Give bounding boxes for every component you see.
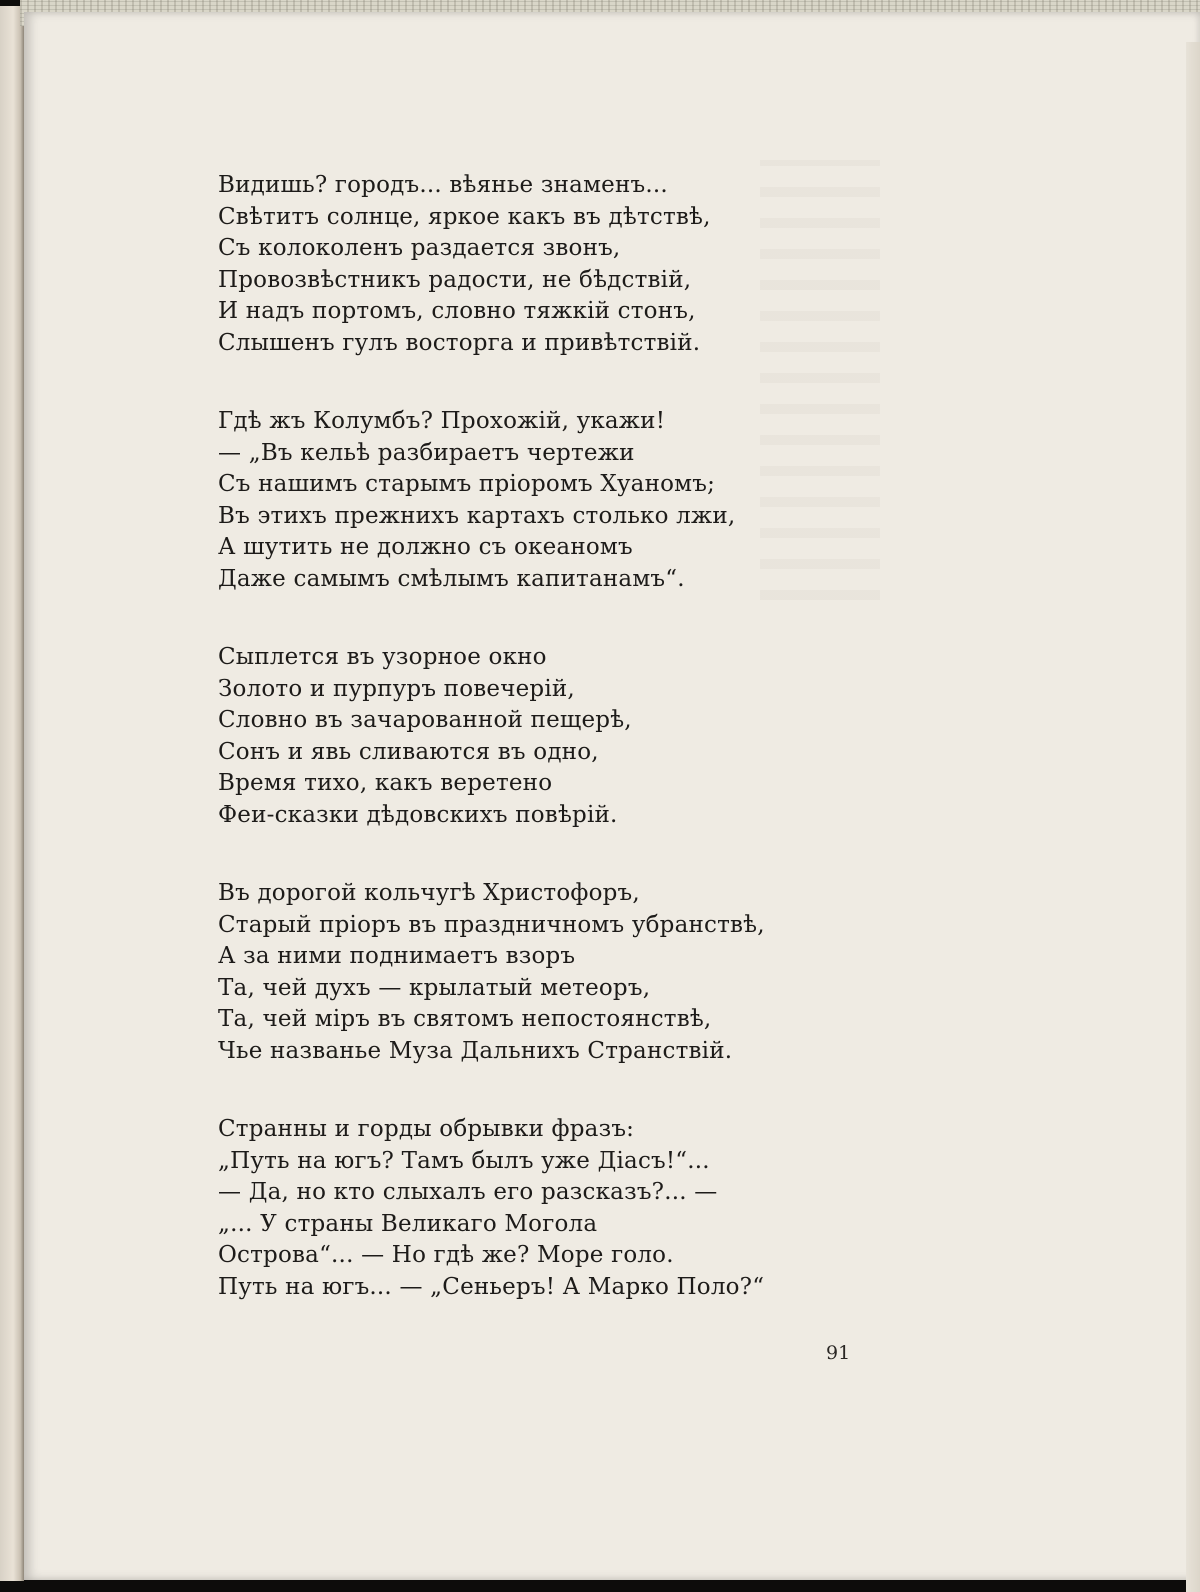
stanza-2 <box>218 406 878 595</box>
poem-line: Сыплется въ узорное окно <box>218 644 547 670</box>
poem-line: Видишь? городъ... вѣянье знаменъ... <box>218 172 668 198</box>
poem-line: Сонъ и явь сливаются въ одно, <box>218 738 599 765</box>
poem-line: Та, чей міръ въ святомъ непостоянствѣ, <box>218 1006 712 1032</box>
poem-line: Въ дорогой кольчугѣ Христофоръ, <box>218 880 640 906</box>
poem-line: Съ колоколенъ раздается звонъ, <box>218 235 621 261</box>
previous-page-edge <box>0 6 24 1581</box>
poem-line: — „Въ кельѣ разбираетъ чертежи <box>218 439 635 466</box>
poem-line: Даже самымъ смѣлымъ капитанамъ“. <box>218 565 685 592</box>
poem-line: „... У страны Великаго Могола <box>218 1210 598 1237</box>
poem-line: Старый пріоръ въ праздничномъ убранствѣ, <box>218 911 765 938</box>
poem-line: А за ними поднимаетъ взоръ <box>218 943 576 969</box>
poem-line: Время тихо, какъ веретено <box>218 770 553 796</box>
poem-line: Золото и пурпуръ повечерій, <box>218 675 575 702</box>
poem-line: Гдѣ жъ Колумбъ? Прохожій, укажи! <box>218 408 666 434</box>
poem <box>218 170 878 1350</box>
poem-line: „Путь на югъ? Тамъ былъ уже Діасъ!“... <box>218 1147 710 1174</box>
poem-line: Чье названье Муза Дальнихъ Странствій. <box>218 1037 733 1064</box>
stanza-3 <box>218 642 878 831</box>
poem-line: Феи-сказки дѣдовскихъ повѣрій. <box>218 801 618 828</box>
poem-line: Съ нашимъ старымъ пріоромъ Хуаномъ; <box>218 471 716 497</box>
page-right-edge <box>1186 42 1200 1592</box>
poem-line: Провозвѣстникъ радости, не бѣдствій, <box>218 266 692 293</box>
poem-line: Въ этихъ прежнихъ картахъ столько лжи, <box>218 502 736 529</box>
stanza-4 <box>218 878 878 1067</box>
poem-line: Свѣтитъ солнце, яркое какъ въ дѣтствѣ, <box>218 203 711 230</box>
poem-line: Острова“... — Но гдѣ же? Море голо. <box>218 1242 674 1268</box>
stanza-1 <box>218 170 878 359</box>
poem-line: Странны и горды обрывки фразъ: <box>218 1116 635 1142</box>
stanza-5 <box>218 1114 878 1303</box>
poem-line: И надъ портомъ, словно тяжкій стонъ, <box>218 298 696 324</box>
poem-line: Слышенъ гулъ восторга и привѣтствій. <box>218 329 701 356</box>
poem-line: Путь на югъ... — „Сеньеръ! А Марко Поло?“ <box>218 1273 765 1300</box>
poem-line: Словно въ зачарованной пещерѣ, <box>218 707 632 733</box>
poem-line: А шутить не должно съ океаномъ <box>218 534 633 560</box>
poem-line: Та, чей духъ — крылатый метеоръ, <box>218 974 651 1001</box>
page-number: 91 <box>826 1342 851 1364</box>
poem-line: — Да, но кто слыхалъ его разсказъ?... — <box>218 1179 718 1205</box>
